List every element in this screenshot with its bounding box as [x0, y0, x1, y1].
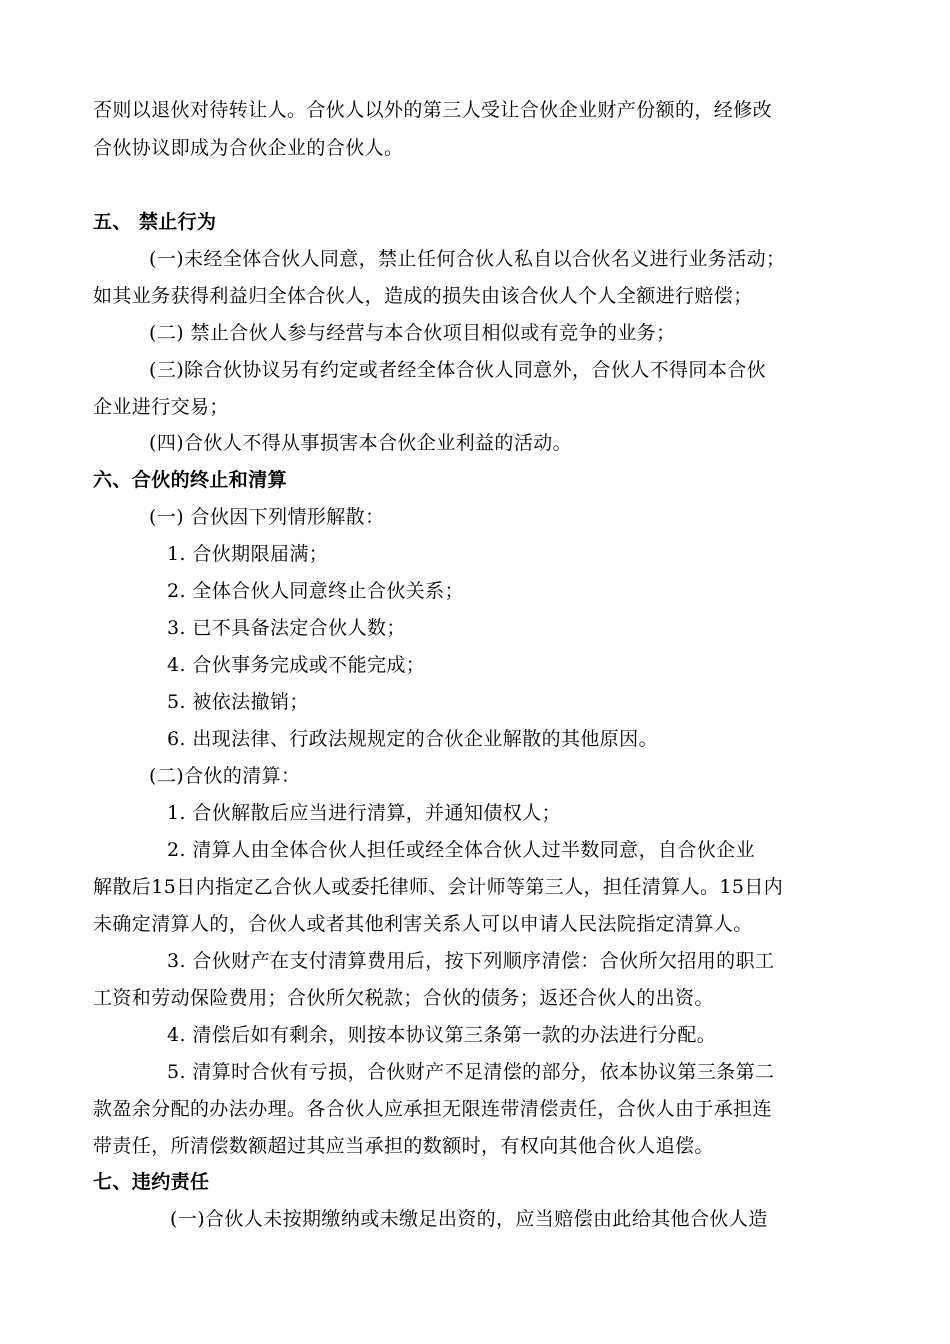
subsection-title: (二)合伙的清算：	[149, 765, 301, 787]
list-item: 3. 已不具备法定合伙人数；	[167, 617, 406, 639]
paragraph-line: (四)合伙人不得从事损害本合伙企业利益的活动。	[149, 432, 573, 454]
paragraph-line: 未确定清算人的，合伙人或者其他利害关系人可以申请人民法院指定清算人。	[93, 913, 753, 935]
paragraph-line: 款盈余分配的办法办理。各合伙人应承担无限连带清偿责任，合伙人由于承担连	[93, 1098, 773, 1120]
paragraph-line: (一)未经全体合伙人同意，禁止任何合伙人私自以合伙名义进行业务活动；	[149, 248, 786, 270]
paragraph-line: 否则以退伙对待转让人。合伙人以外的第三人受让合伙企业财产份额的，经修改	[93, 99, 773, 121]
paragraph-line: 如其业务获得利益归全体合伙人，造成的损失由该合伙人个人全额进行赔偿；	[93, 285, 753, 307]
section-heading-termination-liquidation: 六、合伙的终止和清算	[93, 469, 288, 491]
paragraph-line: (一)合伙人未按期缴纳或未缴足出资的，应当赔偿由此给其他合伙人造	[170, 1208, 768, 1230]
list-item: 4. 清偿后如有剩余，则按本协议第三条第一款的办法进行分配。	[167, 1024, 717, 1046]
section-heading-prohibited-acts: 五、 禁止行为	[93, 211, 217, 233]
list-item: 3. 合伙财产在支付清算费用后，按下列顺序清偿：合伙所欠招用的职工	[167, 950, 775, 972]
section-heading-breach-liability: 七、违约责任	[93, 1171, 210, 1193]
paragraph-line: 带责任，所清偿数额超过其应当承担的数额时，有权向其他合伙人追偿。	[93, 1135, 714, 1157]
paragraph-line: 企业进行交易；	[93, 396, 229, 418]
list-item: 2. 清算人由全体合伙人担任或经全体合伙人过半数同意，自合伙企业	[167, 839, 755, 861]
list-item: 1. 合伙解散后应当进行清算，并通知债权人；	[167, 802, 561, 824]
list-item: 6. 出现法律、行政法规规定的合伙企业解散的其他原因。	[167, 728, 658, 750]
paragraph-line: (二) 禁止合伙人参与经营与本合伙项目相似或有竞争的业务；	[149, 322, 676, 344]
paragraph-line: 合伙协议即成为合伙企业的合伙人。	[93, 137, 404, 159]
list-item: 5. 被依法撤销；	[167, 691, 309, 713]
list-item: 2. 全体合伙人同意终止合伙关系；	[167, 580, 464, 602]
paragraph-line: 解散后15日内指定乙合伙人或委托律师、会计师等第三人，担任清算人。15日内	[93, 876, 784, 898]
subsection-title: (一) 合伙因下列情形解散：	[149, 506, 385, 528]
paragraph-line: 工资和劳动保险费用；合伙所欠税款；合伙的债务；返还合伙人的出资。	[93, 987, 714, 1009]
paragraph-line: (三)除合伙协议另有约定或者经全体合伙人同意外，合伙人不得同本合伙	[149, 359, 767, 381]
list-item: 4. 合伙事务完成或不能完成；	[167, 654, 426, 676]
list-item: 5. 清算时合伙有亏损，合伙财产不足清偿的部分，依本协议第三条第二	[167, 1061, 775, 1083]
list-item: 1. 合伙期限届满；	[167, 543, 329, 565]
